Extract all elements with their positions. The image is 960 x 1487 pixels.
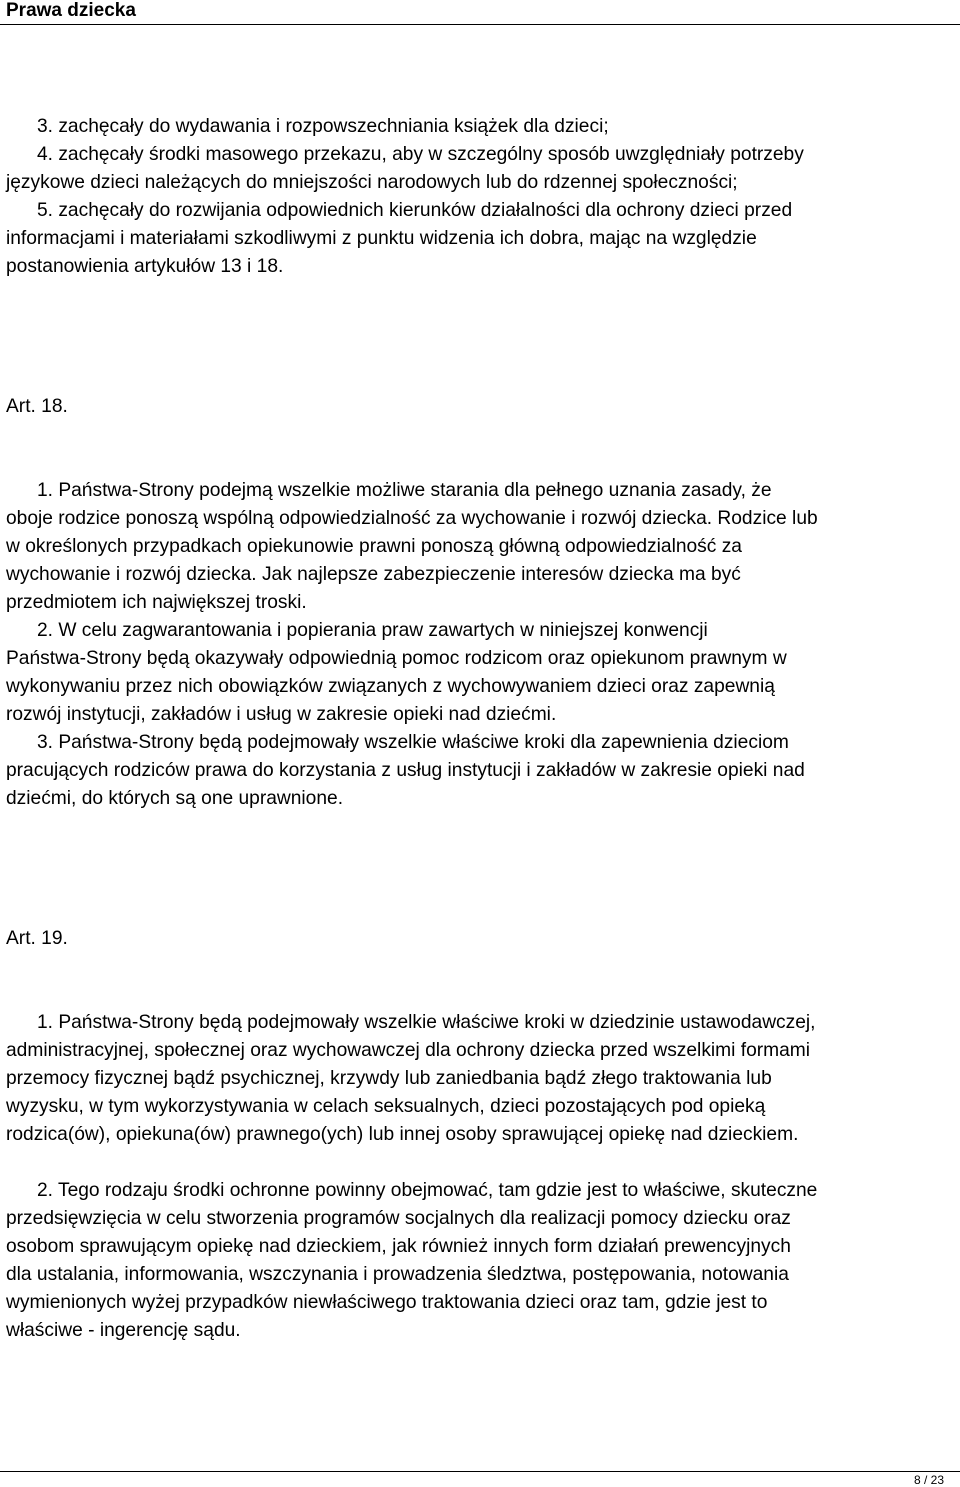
paragraph-line: 1. Państwa-Strony będą podejmowały wszelkie właściwe kroki w dziedzinie ustawodawczej,	[37, 1012, 816, 1033]
list-item-continuation: językowe dzieci należących do mniejszości narodowych lub do rdzennej społeczności;	[6, 172, 738, 193]
footer-divider	[0, 1471, 960, 1472]
list-item-continuation: informacjami i materiałami szkodliwymi z punktu widzenia ich dobra, mając na względzie	[6, 228, 757, 249]
paragraph-line: wykonywaniu przez nich obowiązków związanych z wychowywaniem dzieci oraz zapewnią	[6, 676, 775, 697]
paragraph-line: przedmiotem ich największej troski.	[6, 592, 307, 613]
paragraph-line: 2. W celu zagwarantowania i popierania praw zawartych w niniejszej konwencji	[37, 620, 708, 641]
paragraph-line: wychowanie i rozwój dziecka. Jak najlepsze zabezpieczenie interesów dziecka ma być	[6, 564, 741, 585]
paragraph-line: w określonych przypadkach opiekunowie prawni ponoszą główną odpowiedzialność za	[6, 536, 742, 557]
paragraph-line: wyzysku, w tym wykorzystywania w celach seksualnych, dzieci pozostających pod opieką	[6, 1096, 766, 1117]
header-divider	[0, 24, 960, 25]
list-item-continuation: postanowienia artykułów 13 i 18.	[6, 256, 284, 277]
paragraph-line: przedsięwzięcia w celu stworzenia programów socjalnych dla realizacji pomocy dziecku oraz	[6, 1208, 791, 1229]
paragraph-line: 3. Państwa-Strony będą podejmowały wszelkie właściwe kroki dla zapewnienia dzieciom	[37, 732, 789, 753]
paragraph-line: rodzica(ów), opiekuna(ów) prawnego(ych) lub innej osoby sprawującej opiekę nad dzieckiem.	[6, 1124, 799, 1145]
paragraph-line: właściwe - ingerencję sądu.	[6, 1320, 241, 1341]
paragraph-line: dziećmi, do których są one uprawnione.	[6, 788, 344, 809]
page-number: 8 / 23	[913, 1473, 944, 1487]
document-title: Prawa dziecka	[6, 0, 136, 21]
article-heading: Art. 19.	[6, 928, 68, 949]
paragraph-line: 2. Tego rodzaju środki ochronne powinny obejmować, tam gdzie jest to właściwe, skuteczne	[37, 1180, 818, 1201]
paragraph-line: 1. Państwa-Strony podejmą wszelkie możliwe starania dla pełnego uznania zasady, że	[37, 480, 772, 501]
list-item: 3. zachęcały do wydawania i rozpowszechniania książek dla dzieci;	[37, 116, 609, 137]
paragraph-line: przemocy fizycznej bądź psychicznej, krzywdy lub zaniedbania bądź złego traktowania lub	[6, 1068, 772, 1089]
list-item: 5. zachęcały do rozwijania odpowiednich kierunków działalności dla ochrony dzieci przed	[37, 200, 793, 221]
paragraph-line: Państwa-Strony będą okazywały odpowiednią pomoc rodzicom oraz opiekunom prawnym w	[6, 648, 787, 669]
paragraph-line: rozwój instytucji, zakładów i usług w zakresie opieki nad dziećmi.	[6, 704, 557, 725]
paragraph-line: wymienionych wyżej przypadków niewłaściwego traktowania dzieci oraz tam, gdzie jest to	[6, 1292, 768, 1313]
list-item: 4. zachęcały środki masowego przekazu, aby w szczególny sposób uwzględniały potrzeby	[37, 144, 804, 165]
paragraph-line: oboje rodzice ponoszą wspólną odpowiedzialność za wychowanie i rozwój dziecka. Rodzice lub	[6, 508, 818, 529]
paragraph-line: dla ustalania, informowania, wszczynania i prowadzenia śledztwa, postępowania, notowania	[6, 1264, 789, 1285]
paragraph-line: osobom sprawującym opiekę nad dzieckiem, jak również innych form działań prewencyjnych	[6, 1236, 791, 1257]
article-heading: Art. 18.	[6, 396, 68, 417]
paragraph-line: pracujących rodziców prawa do korzystania z usług instytucji i zakładów w zakresie opieki nad	[6, 760, 805, 781]
page-header	[0, 0, 960, 24]
paragraph-line: administracyjnej, społecznej oraz wychowawczej dla ochrony dziecka przed wszelkimi formami	[6, 1040, 811, 1061]
